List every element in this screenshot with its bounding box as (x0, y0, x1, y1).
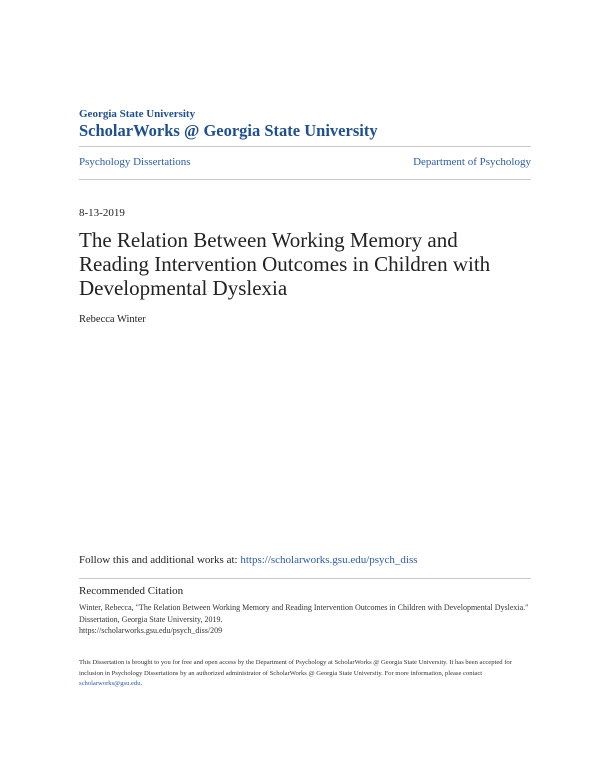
follow-line (79, 554, 418, 566)
document-title: The Relation Between Working Memory and Reading Intervention Outcomes in Children with Developmental Dyslexia (79, 228, 491, 300)
header-divider-bottom (79, 179, 531, 180)
collection-url-link[interactable]: https://scholarworks.gsu.edu/psych_diss (240, 554, 418, 566)
collection-link[interactable]: Psychology Dissertations (79, 156, 191, 168)
university-name: Georgia State University (79, 108, 196, 120)
publication-date: 8-13-2019 (79, 207, 125, 219)
notice-end: . (140, 680, 143, 687)
department-link[interactable]: Department of Psychology (413, 156, 531, 168)
repository-title[interactable]: ScholarWorks @ Georgia State University (79, 121, 378, 140)
citation-divider (79, 578, 531, 579)
contact-email-link[interactable]: scholarworks@gsu.edu (79, 680, 141, 687)
citation-reference: Winter, Rebecca, "The Relation Between Working Memory and Reading Intervention Outcomes in Children with Developmental Dyslexia." Dissertation, Georgia State University, 2019. (79, 603, 529, 624)
citation-url: https://scholarworks.gsu.edu/psych_diss/209 (79, 626, 223, 635)
citation-heading: Recommended Citation (79, 585, 184, 597)
access-notice (79, 658, 529, 690)
author-name: Rebecca Winter (79, 314, 146, 325)
notice-text: This Dissertation is brought to you for free and open access by the Department of Psychology at ScholarWorks @ Georgia State University. It has been accepted for inclusion in Psychology Dissertations by an authorized administrator of ScholarWorks @ Georgia State University. For more information, please contact (79, 659, 512, 677)
citation-text (79, 602, 529, 637)
follow-label: Follow this and additional works at: (79, 554, 241, 566)
header-divider-top (79, 146, 531, 147)
